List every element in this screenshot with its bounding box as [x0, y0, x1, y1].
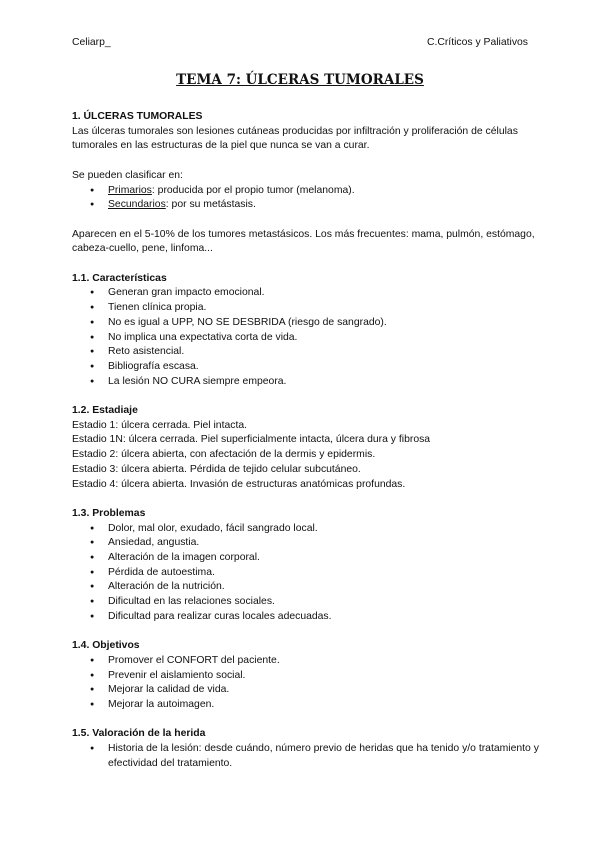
list-item: ● Prevenir el aislamiento social. — [72, 669, 542, 684]
bullet-list — [72, 742, 542, 771]
section-1-3 — [72, 507, 542, 625]
bullet-list — [72, 184, 542, 213]
term: Primarios — [108, 184, 152, 196]
header-subject: C.Críticos y Paliativos — [426, 37, 528, 48]
section-1-2 — [72, 404, 542, 492]
stage-line: Estadio 1: úlcera cerrada. Piel intacta. — [72, 419, 248, 431]
section-heading: 1.2. Estadiaje — [72, 405, 138, 416]
section-heading: 1.3. Problemas — [72, 507, 146, 519]
section-1 — [72, 110, 542, 154]
list-item: ● Mejorar la calidad de vida. — [72, 683, 542, 698]
list-item: ● Mejorar la autoimagen. — [72, 698, 542, 713]
list-item: ● Generan gran impacto emocional. — [72, 286, 542, 301]
list-item: ● Dolor, mal olor, exudado, fácil sangrado local. — [72, 522, 542, 537]
list-item: ● Pérdida de autoestima. — [72, 566, 542, 581]
list-item — [72, 184, 542, 199]
list-item: ● No es igual a UPP, NO SE DESBRIDA (riesgo de sangrado). — [72, 316, 542, 331]
stage-lines — [72, 419, 542, 493]
list-item: ● Tienen clínica propia. — [72, 301, 542, 316]
paragraph: Las úlceras tumorales son lesiones cutáneas producidas por infiltración y proliferación de células tumorales en las estructuras de la piel que nunca se van a curar. — [72, 125, 518, 152]
header-author: Celiarp_ — [72, 37, 111, 48]
term: Secundarios — [108, 199, 166, 211]
section-1-1 — [72, 272, 542, 390]
list-item: ● Dificultad para realizar curas locales adecuadas. — [72, 610, 542, 625]
list-item: ● Dificultad en las relaciones sociales. — [72, 595, 542, 610]
stage-line: Estadio 2: úlcera abierta, con afectación de la dermis y epidermis. — [72, 449, 376, 461]
stage-line: Estadio 4: úlcera abierta. Invasión de estructuras anatómicas profundas. — [72, 478, 406, 490]
list-item: ● Reto asistencial. — [72, 345, 542, 360]
paragraph: Aparecen en el 5-10% de los tumores metastásicos. Los más frecuentes: mama, pulmón, estómago, cabeza-cuello, pene, linfoma... — [72, 228, 535, 255]
list-item: ● Historia de la lesión: desde cuándo, número previo de heridas que ha tenido y/o tratamiento y efectividad del tratamiento. — [72, 742, 542, 771]
list-item: ● Bibliografía escasa. — [72, 360, 542, 375]
list-item: ● Alteración de la imagen corporal. — [72, 551, 542, 566]
list-item: ● No implica una expectativa corta de vida. — [72, 331, 542, 346]
stage-line: Estadio 3: úlcera abierta. Pérdida de tejido celular subcutáneo. — [72, 463, 361, 475]
section-heading: 1.4. Objetivos — [72, 640, 140, 652]
section-heading: 1. ÚLCERAS TUMORALES — [72, 111, 203, 122]
list-item: ● Alteración de la nutrición. — [72, 580, 542, 595]
section-1-4 — [72, 639, 542, 713]
list-item: ● Promover el CONFORT del paciente. — [72, 654, 542, 669]
title-text: TEMA 7: ÚLCERAS TUMORALES — [176, 72, 424, 88]
page-title — [0, 72, 600, 88]
term-text: : por su metástasis. — [165, 199, 256, 211]
bullet-list — [72, 286, 542, 389]
bullet-list — [72, 522, 542, 625]
section-heading: 1.5. Valoración de la herida — [72, 728, 206, 740]
bullet-list — [72, 654, 542, 713]
classification — [72, 169, 542, 213]
term-text: : producida por el propio tumor (melanoma). — [151, 184, 355, 196]
section-1-5 — [72, 727, 542, 771]
section-heading: 1.1. Características — [72, 272, 167, 284]
list-item — [72, 198, 542, 213]
paragraph: Se pueden clasificar en: — [72, 169, 183, 181]
stage-line: Estadio 1N: úlcera cerrada. Piel superficialmente intacta, úlcera dura y fibrosa — [72, 434, 431, 446]
list-item: ● Ansiedad, angustia. — [72, 536, 542, 551]
document-body — [72, 110, 542, 786]
list-item: ● La lesión NO CURA siempre empeora. — [72, 375, 542, 390]
